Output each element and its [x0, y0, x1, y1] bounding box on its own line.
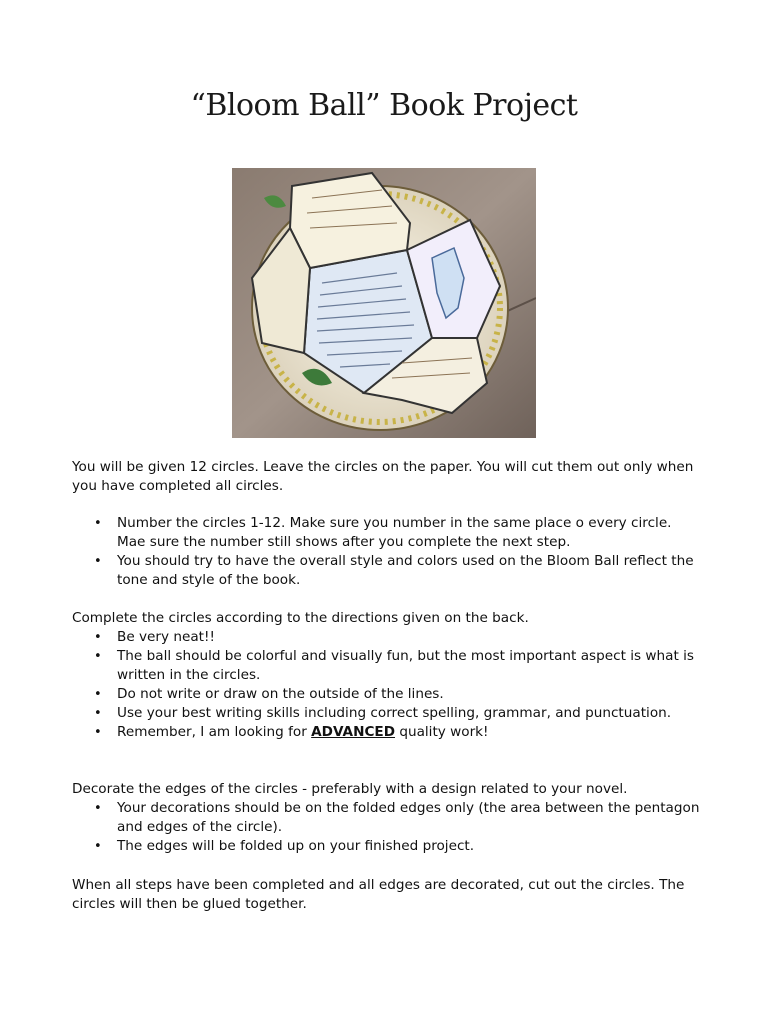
bloom-ball-photo: [232, 168, 536, 438]
list-item: • Be very neat!!: [94, 629, 215, 645]
section-heading: Complete the circles according to the directions given on the back.: [72, 610, 529, 626]
complete-circles-section: [72, 609, 702, 742]
list-item: • You should try to have the overall style and colors used on the Bloom Ball reflect the tone and style of the book.: [94, 553, 694, 588]
list-item: • The edges will be folded up on your finished project.: [94, 838, 475, 854]
list-item: • Remember, I am looking for ADVANCED quality work!: [94, 724, 489, 740]
section-heading: Decorate the edges of the circles - preferably with a design related to your novel.: [72, 781, 628, 797]
decorate-edges-section: [72, 780, 702, 856]
numbering-list: [72, 514, 702, 590]
advanced-emphasis: ADVANCED: [311, 724, 395, 740]
list-item: • Your decorations should be on the folded edges only (the area between the pentagon and edges of the circle).: [94, 800, 700, 835]
list-item: • Do not write or draw on the outside of the lines.: [94, 686, 444, 702]
intro-text: You will be given 12 circles. Leave the circles on the paper. You will cut them out only when you have completed all circles.: [72, 459, 694, 494]
page-title: “Bloom Ball” Book Project: [190, 88, 578, 123]
closing-text: When all steps have been completed and all edges are decorated, cut out the circles. The circles will then be glued together.: [72, 877, 685, 912]
list-item: • The ball should be colorful and visually fun, but the most important aspect is what is written in the circles.: [94, 648, 694, 683]
closing-paragraph: [72, 876, 702, 914]
list-item: • Use your best writing skills including correct spelling, grammar, and punctuation.: [94, 705, 672, 721]
intro-paragraph: [72, 458, 702, 496]
list-item: • Number the circles 1-12. Make sure you number in the same place o every circle. Mae sure the number still shows after you complete the next step.: [94, 515, 672, 550]
